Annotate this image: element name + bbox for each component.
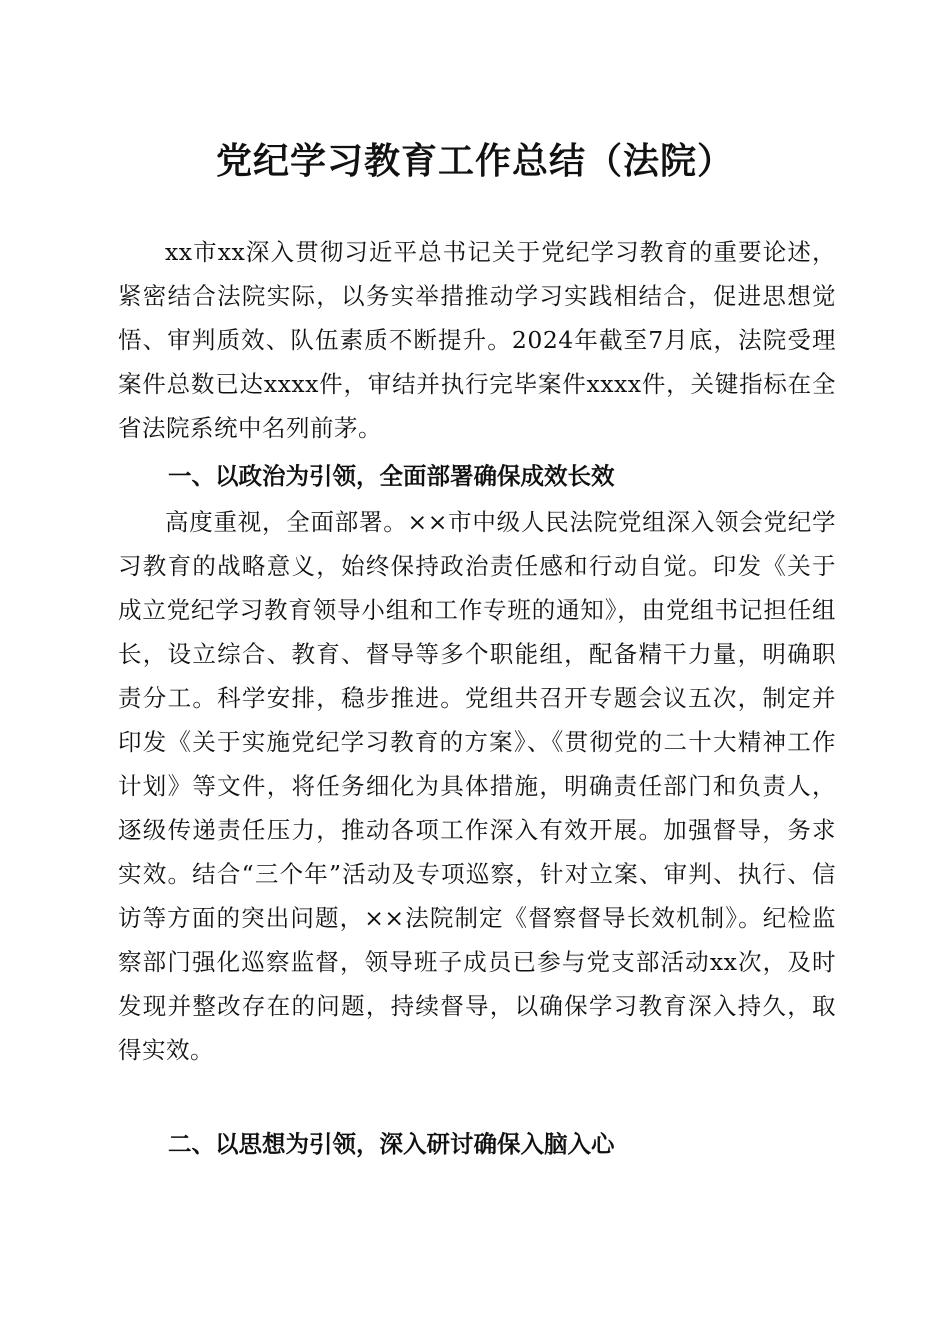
intro-block [118, 230, 836, 450]
section-1-heading: 一、以政治为引领，全面部署确保成效长效 [168, 462, 615, 490]
intro-paragraph: xx市xx深入贯彻习近平总书记关于党纪学习教育的重要论述，紧密结合法院实际，以务实举措推动学习实践相结合，促进思想觉悟、审判质效、队伍素质不断提升。2024年截至7月底，法院受理案件总数已达xxxx件，审结并执行完毕案件xxxx件，关键指标在全省法院系统中名列前茅。 [118, 238, 836, 442]
section-1-block [118, 500, 836, 1072]
section-2-heading: 二、以思想为引领，深入研讨确保入脑入心 [168, 1130, 615, 1158]
document-title: 党纪学习教育工作总结（法院） [215, 140, 734, 182]
section-1-paragraph: 高度重视，全面部署。××市中级人民法院党组深入领会党纪学习教育的战略意义，始终保持政治责任感和行动自觉。印发《关于成立党纪学习教育领导小组和工作专班的通知》，由党组书记担任组长，设立综合、教育、督导等多个职能组，配备精干力量，明确职责分工。科学安排，稳步推进。党组共召开专题会议五次，制定并印发《关于实施党纪学习教育的方案》、《贯彻党的二十大精神工作计划》等文件，将任务细化为具体措施，明确责任部门和负责人，逐级传递责任压力，推动各项工作深入有效开展。加强督导，务求实效。结合“三个年”活动及专项巡察，针对立案、审判、执行、信访等方面的突出问题，××法院制定《督察督导长效机制》。纪检监察部门强化巡察监督，领导班子成员已参与党支部活动xx次，及时发现并整改存在的问题，持续督导，以确保学习教育深入持久，取得实效。 [118, 508, 836, 1064]
